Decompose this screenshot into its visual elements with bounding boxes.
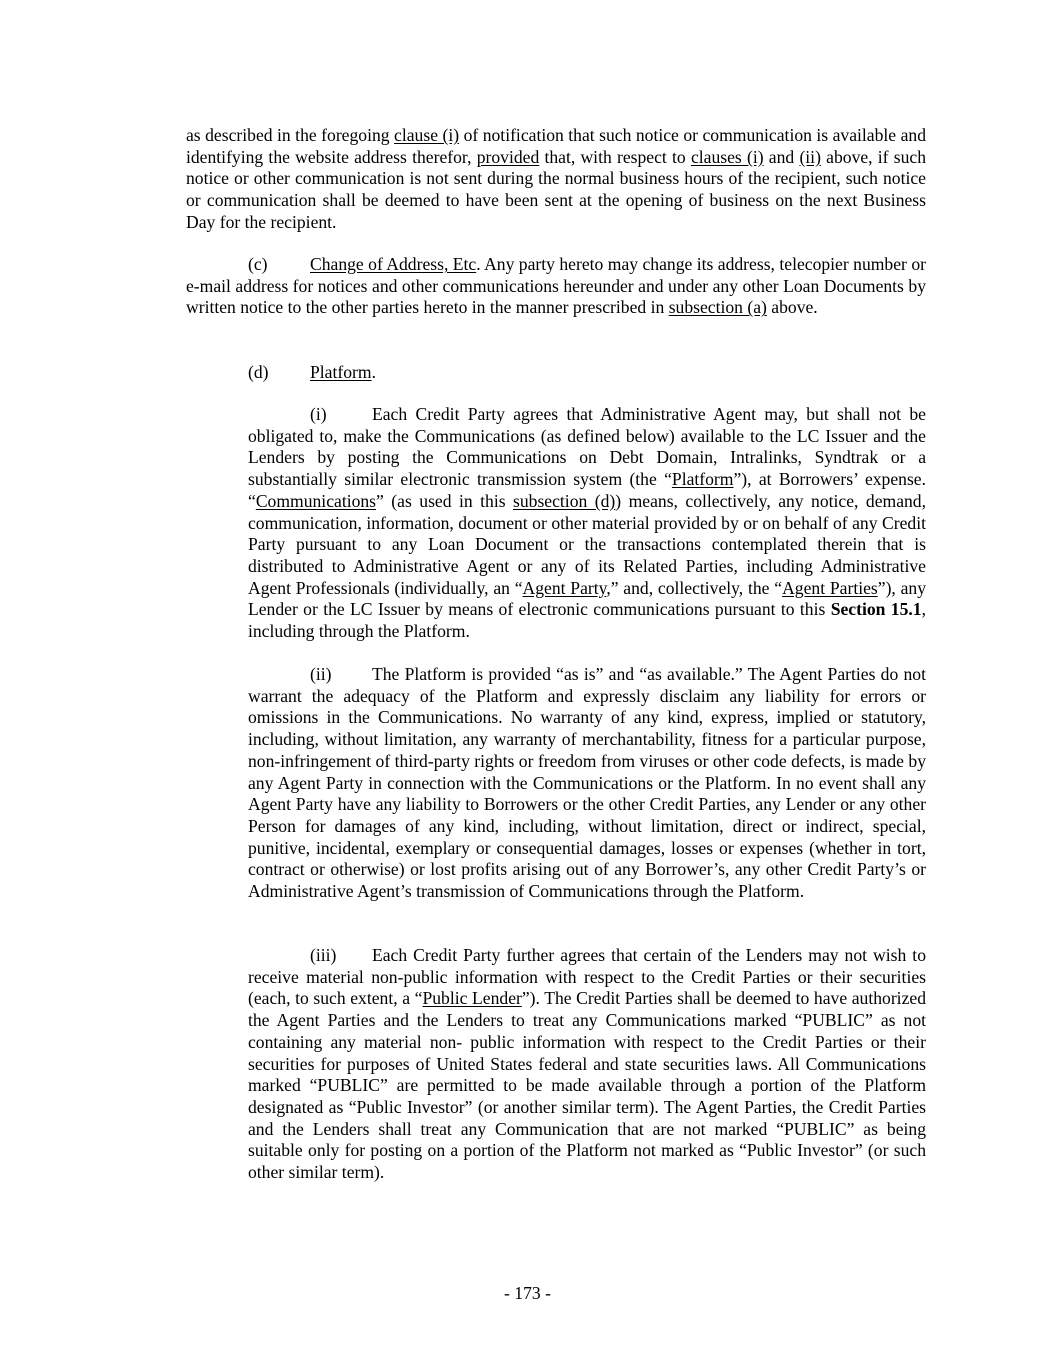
text-run: above, if such notice or other communication is not sent during the normal business hours of the recipient, such notice or communication shall be deemed to have been sent at the opening of business on the next Business Day for the recipient. (186, 146, 927, 232)
text-run: ”). The Credit Parties shall be deemed to have authorized the Agent Parties and the Lenders to treat any Communications marked “PUBLIC” as not containing any material non- public information with respect to the Credit Parties or their securities for purposes of United States federal and state securities laws. All Communications marked “PUBLIC” are permitted to be made available through a portion of the Platform designated as “Public Investor” (or another similar term). The Agent Parties, the Credit Parties and the Lenders shall treat any Communication that are not marked “PUBLIC” as being suitable only for posting on a portion of the Platform not marked as “Public Investor” (or such other similar term). (248, 988, 926, 1183)
public-lender-term: Public Lender (422, 988, 522, 1009)
text-run: ”), any Lender or the LC Issuer by means of electronic communications pursuant to this (248, 577, 927, 620)
section-c-paragraph (186, 254, 926, 319)
text-run: ”), at Borrowers’ expense. “ (248, 469, 927, 511)
section-d-number: (d) (248, 362, 269, 382)
text-run: , including through the Platform. (248, 599, 926, 642)
communications-term: Communications (255, 490, 377, 511)
clause-i-paragraph (248, 404, 926, 643)
section-c-number: (c) (248, 254, 268, 274)
agent-parties-term: Agent Parties (782, 577, 878, 598)
clause-ii-paragraph (248, 664, 926, 903)
text-run: above. (766, 297, 818, 318)
clause-iii-paragraph (248, 945, 926, 1184)
text-run: as described in the foregoing (186, 125, 395, 145)
agent-party-term: Agent Party (522, 577, 607, 598)
provided-term: provided (476, 146, 540, 167)
clause-ii-text: The Platform is provided “as is” and “as available.” The Agent Parties do not warrant the adequacy of the Platform and expressly disclaim any liability for errors or omissions in the Communications. No warranty of any kind, express, implied or statutory, including, without limitation, any warranty of merchantability, fitness for a particular purpose, non-infringement of third-party rights or freedom from viruses or other code defects, is made by any Agent Party in connection with the Communications or the Platform. In no event shall any Agent Party have any liability to Borrowers or the other Credit Parties, any Lender or any other Person for damages of any kind, including, without limitation, direct or indirect, special, punitive, incidental, exemplary or consequential damages, losses or expenses (whether in tort, contract or otherwise) or lost profits arising out of any Borrower’s, any other Credit Party’s or Administrative Agent’s transmission of Communications through the Platform. (248, 664, 926, 902)
text-run: ” (as used in this (376, 490, 514, 511)
text-run: and (763, 146, 800, 167)
text-run: ,” and, collectively, the “ (606, 577, 783, 598)
text-run: of notification that such notice or communication is available and identifying the website address therefor, (186, 125, 926, 167)
subsection-a-reference: subsection (a) (668, 297, 767, 318)
clause-ii-number: (ii) (310, 664, 332, 684)
clause-i-number: (i) (310, 404, 327, 424)
text-run: Each Credit Party agrees that Administrative Agent may, but shall not be obligated to, make the Communications (as defined below) available to the LC Issuer and the Lenders by posting the Communications on Debt Domain, Intralinks, Syndtrak or a substantially similar electronic transmission system (the “ (248, 404, 926, 490)
section-d-heading: Platform (310, 362, 372, 382)
section-reference: Section 15.1 (830, 599, 922, 620)
section-d-heading-line (248, 362, 376, 384)
text-run: that, with respect to (539, 146, 691, 167)
clause-iii-number: (iii) (310, 945, 337, 965)
text-run: ) means, collectively, any notice, demand, communication, information, document or other material provided by or on behalf of any Credit Party pursuant to any Loan Document or the transactions contemplated therein that is distributed to Administrative Agent or any of its Related Parties, including Administrative Agent Professionals (individually, an “ (248, 490, 926, 598)
page-number: - 173 - (504, 1283, 551, 1303)
subsection-d-reference: subsection (d) (513, 490, 616, 511)
text-run: . Any party hereto may change its address, telecopier number or e-mail address for notices and other communications hereunder and under any other Loan Documents by written notice to the other parties hereto in the manner prescribed in (186, 254, 926, 318)
paragraph-continuation (186, 125, 926, 234)
clauses-i-reference: clauses (i) (690, 146, 764, 167)
heading-period: . (371, 362, 376, 382)
clause-ii-reference: (ii) (799, 146, 821, 167)
text-run: Each Credit Party further agrees that certain of the Lenders may not wish to receive material non-public information with respect to the Credit Parties or their securities (each, to such extent, a “ (248, 945, 926, 1009)
platform-term: Platform (671, 469, 734, 490)
clause-i-reference: clause (i) (394, 125, 460, 145)
section-c-heading: Change of Address, Etc (310, 254, 477, 274)
